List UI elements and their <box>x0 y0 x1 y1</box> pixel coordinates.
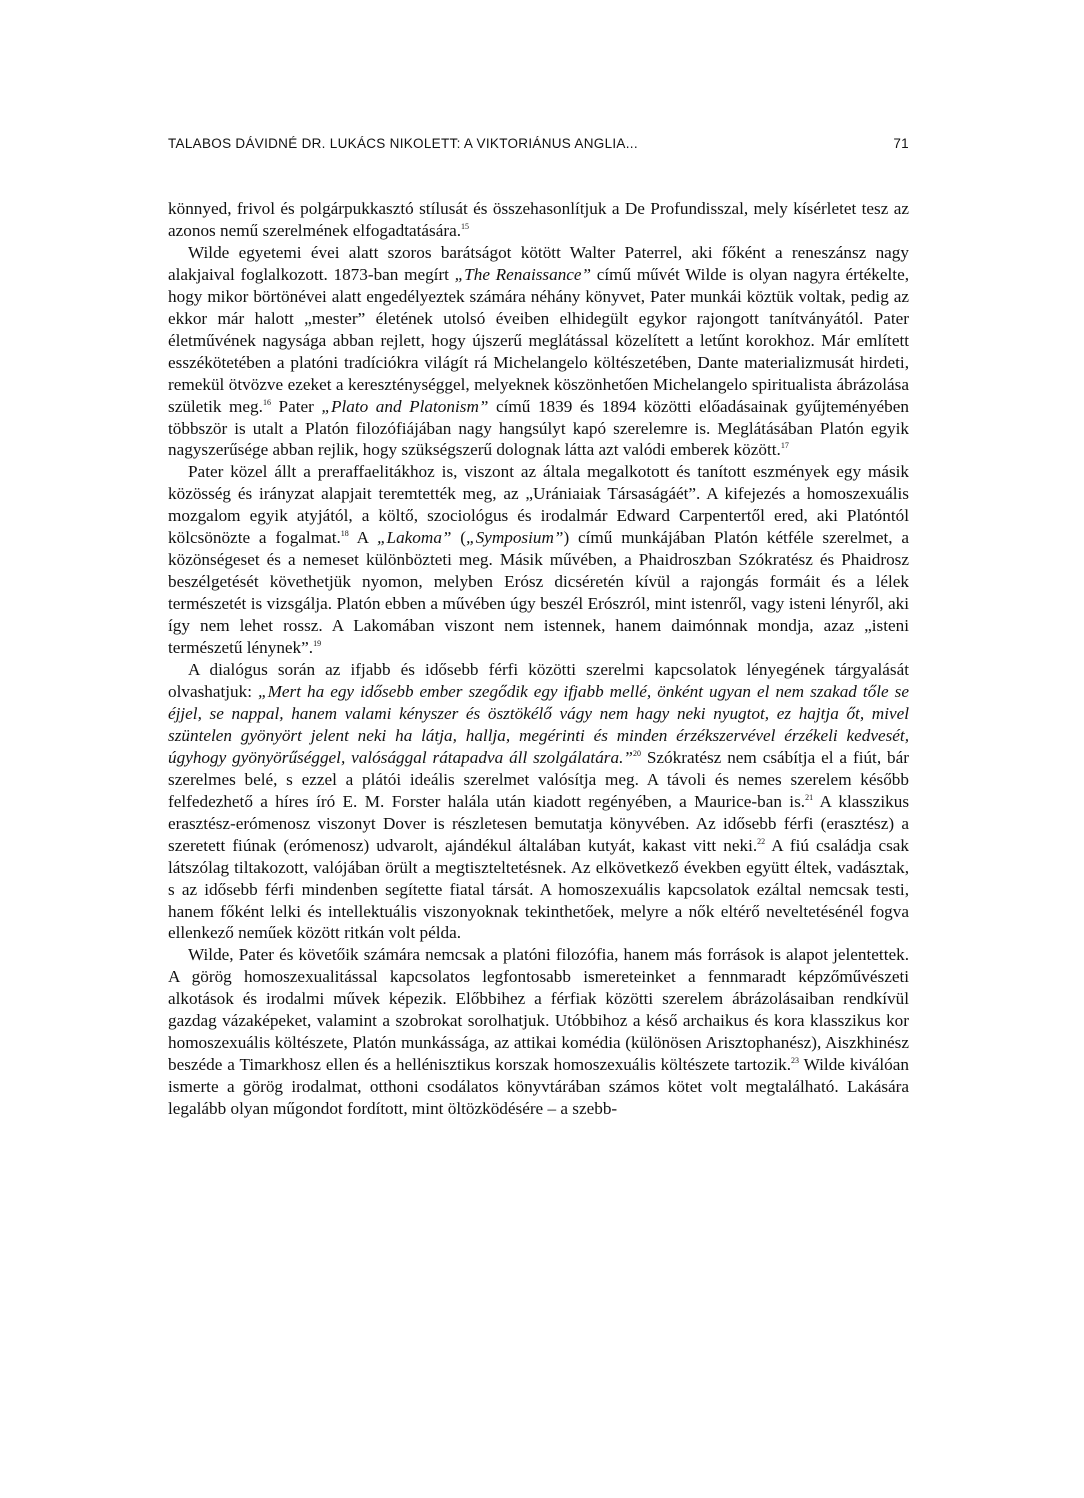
italic-text: „Mert ha egy idősebb ember szegődik egy ifjabb mellé, önként ugyan el nem szakad tőle se éjjel, se nappal, hanem valami kényszer és ösztökélő vágy nem hagy neki nyugtot, ez hajtja őt, mivel szüntelen gyönyört jelent neki ha látja, hallja, megérinti és minden érzékszervével érzékeli kedvesét, úgyhogy gyönyörűséggel, valósággal rátapadva áll szolgálatára.” <box>168 681 909 767</box>
text-run: Wilde egyetemi évei alatt szoros barátságot kötött Walter Paterrel, aki főként a reneszánsz nagy alakjaival foglalkozott. 1873-ban megírt <box>168 242 909 284</box>
paragraph <box>168 944 909 1120</box>
text-run: A dialógus során az ifjabb és idősebb férfi közötti szerelmi kapcsolatok lényegének tárgyalását olvashatjuk: <box>168 660 909 701</box>
italic-text: „Lakoma” <box>376 528 452 548</box>
text-run: című művét Wilde is olyan nagyra értékelte, hogy mikor börtönévei alatt engedélyeztek számára néhány könyvet, Pater munkái köztük voltak, pedig az ekkor már halott „mester” életének utolsó éveiben elhidegült egykor rajongott tanítványától. Pater életművének nagysága abban rejlett, hogy újszerű meglátással közelített a letűnt korokhoz. Már említett esszékötetében a platóni tradíciókra világít rá Michelangelo költészetében, Dante materializmusát hirdeti, remekül ötvözve ezeket a kereszténységgel, melyeknek köszönhetően Michelangelo spiritualista ábrázolása születik meg. <box>168 264 909 416</box>
footnote-ref: 15 <box>461 221 470 231</box>
paragraph <box>168 242 909 462</box>
text-run: Pater <box>270 396 322 416</box>
italic-text: „The Renaissance” <box>454 264 592 284</box>
italic-text: „Symposium” <box>466 528 564 548</box>
running-title: TALABOS DÁVIDNÉ DR. LUKÁCS NIKOLETT: A VIKTORIÁNUS ANGLIA... <box>168 136 638 151</box>
text-run: A klasszikus erasztész-erómenosz viszonyt Dover is részletesen bemutatja könyvében. Az idősebb férfi (erasztész) a szeretett fiúnak (erómenosz) udvarolt, ajándékul általában kutyát, kakast vitt neki. <box>168 791 910 855</box>
footnote-ref: 21 <box>805 792 814 802</box>
text-run: című 1839 és 1894 közötti előadásainak gyűjteményében többször is utalt a Platón filozófiájában nagy hangsúlyt kapó szerelemre is. Meglátásában Platón egyik nagyszerűsége abban rejlik, hogy szükségszerű dolognak látta azt valódi emberek között. <box>168 396 909 460</box>
text-run: Wilde, Pater és követőik számára nemcsak a platóni filozófia, hanem más források is alapot jelentettek. A görög homoszexualitással kapcsolatos legfontosabb ismereteinket a fennmaradt képzőművészeti alkotások és irodalmi művek képezik. Előbbihez a férfiak közötti szerelem ábrázolásaiban rendkívül gazdag vázaképeket, valamint a szobrokat sorolhatjuk. Utóbbihoz a késő archaikus és kora klasszikus kor homoszexuális költészete, Platón munkássága, az attikai komédia (különösen Arisztophanész), Aiszkhinész beszéde a Timarkhosz ellen és a hellénisztikus korszak homoszexuális költészete tartozik. <box>168 945 909 1075</box>
footnote-ref: 23 <box>791 1056 800 1066</box>
footnote-ref: 18 <box>340 529 349 539</box>
footnote-ref: 17 <box>780 441 789 451</box>
text-run: Pater közel állt a preraffaelitákhoz is, viszont az általa megalkotott és tanított eszmények egy másik közösség és irányzat alapjait teremtették meg, az „Urániaiak Társaságáét”. A kifejezés a homoszexuális mozgalom egyik atyjától, a költő, szociológus és irodalmár Edward Carpentertől ered, aki Platóntól kölcsönözte a fogalmat. <box>168 462 909 548</box>
footnote-ref: 20 <box>632 748 641 758</box>
text-run: A fiú családja csak látszólag tiltakozott, valójában örült a megtiszteltetésnek. Az elkövetkező években együtt éltek, vadásztak, s az idősebb férfi mindenben segítette fiatal társát. A homoszexuális kapcsolatok ezáltal nemcsak testi, hanem főként lelki és intellektuális viszonyoknak tekinthetőek, melyre a nők eltérő neveltetésénél fogva ellenkező neműek között ritkán volt példa. <box>168 835 909 943</box>
running-header <box>168 136 909 156</box>
footnote-ref: 19 <box>313 639 322 649</box>
text-run: könnyed, frivol és polgárpukkasztó stílusát és összehasonlítjuk a De Profundisszal, mely kísérletet tesz az azonos nemű szerelmének elfogadtatására. <box>168 199 909 240</box>
footnote-ref: 22 <box>757 836 766 846</box>
paragraph <box>168 461 909 659</box>
paragraph <box>168 659 909 944</box>
italic-text: „Plato and Platonism” <box>321 396 489 416</box>
text-run: A <box>348 528 377 548</box>
text-run: Szókratész nem csábítja el a fiút, bár szerelmes belé, s ezzel a plátói ideális szerelmet valósítja meg. A távoli és nemes szerelem később felfedezhető a híres író E. M. Forster halála után kiadott regényében, a Maurice-ban is. <box>168 747 909 811</box>
text-run: ( <box>451 528 467 548</box>
text-run: ) című munkájában Platón kétféle szerelmet, a közönségeset és a nemeset különbözteti meg. Másik művében, a Phaidroszban Szókratész és Phaidrosz beszélgetését követhetjük nyomon, melyben Erósz dicséretén kívül a rajongás formáit és a lélek természetét is vizsgálja. Platón ebben a művében úgy beszél Erószról, mint istenről, vagy isteni lényről, aki így nem lehet rossz. A Lakomában viszont nem istennek, hanem daimónnak mondja, azaz „isteni természetű lénynek”. <box>168 528 909 658</box>
page-number: 71 <box>893 136 909 151</box>
body-text <box>168 198 909 1120</box>
footnote-ref: 16 <box>262 397 271 407</box>
text-run: Wilde kiválóan ismerte a görög irodalmat, otthoni csodálatos könyvtárában számos kötet volt megtalálható. Lakására legalább olyan műgondot fordított, mint öltözködésére – a szebb- <box>168 1055 909 1119</box>
paragraph <box>168 198 909 242</box>
